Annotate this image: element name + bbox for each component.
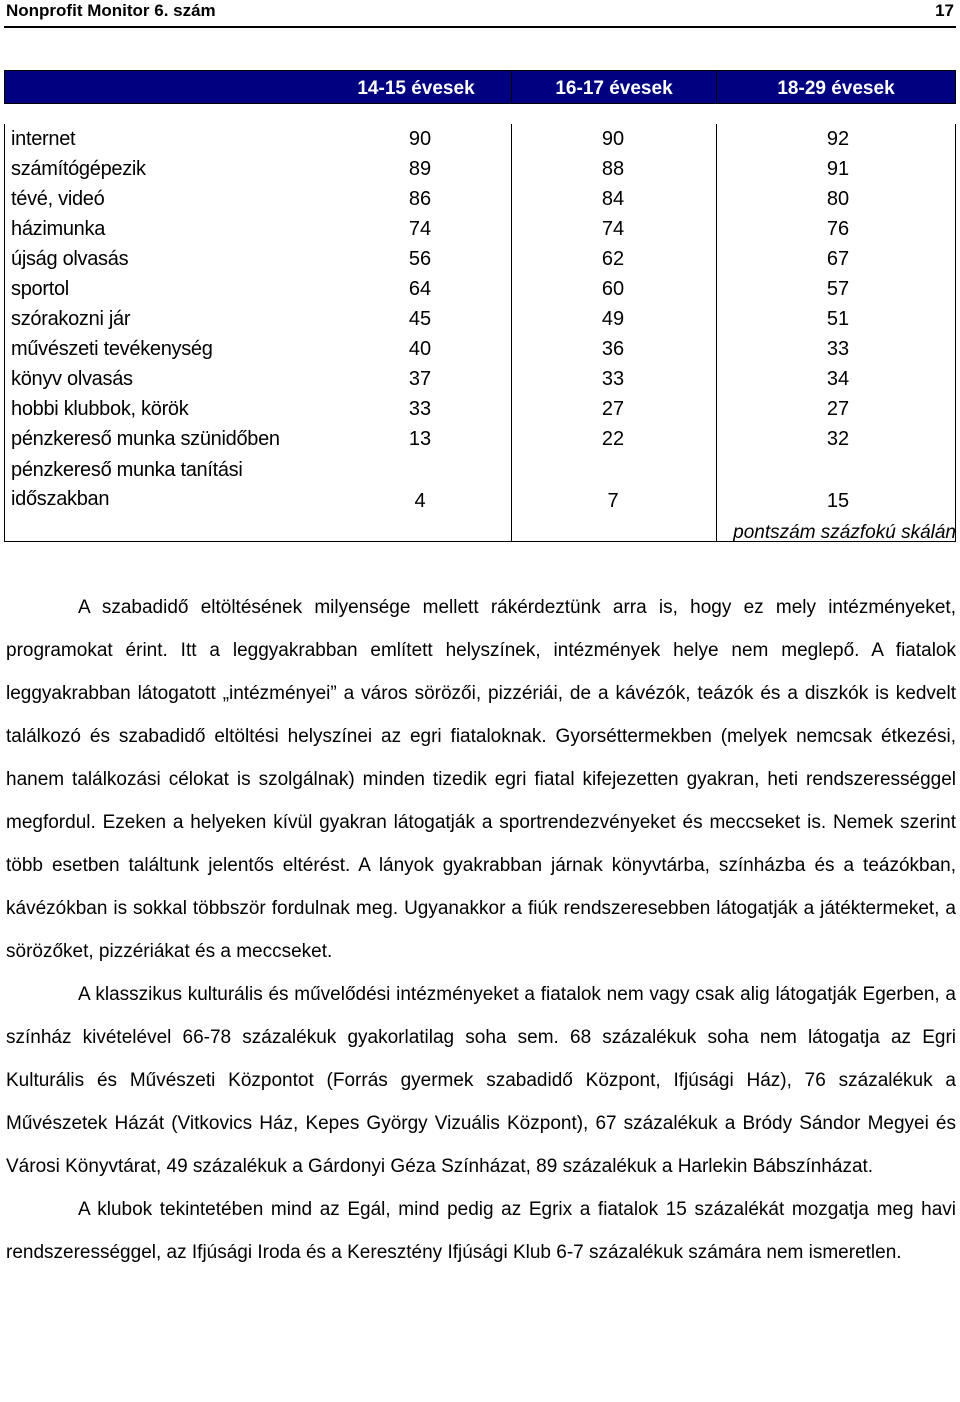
cell-value: 86 xyxy=(408,188,432,210)
table-row xyxy=(5,154,955,184)
table-row xyxy=(5,244,955,274)
row-label: házimunka xyxy=(11,218,106,240)
paragraph: A szabadidő eltöltésének milyensége mellett rákérdeztünk arra is, hogy ez mely intézményeket, programokat érint. Itt a leggyakrabban említett helyszínek, intézmények helye nem meglepő. A fiatalok leggyakrabban látogatott „intézményei” a város sörözői, pizzériái, de a kávézók, teázók és a diszkók is kedvelt találkozó és szabadidő eltöltési helyszínei az egri fiataloknak. Gyorséttermekben (melyek nemcsak étkezési, hanem találkozási célokat is szolgálnak) minden tizedik egri fiatal kifejezetten gyakran, heti rendszerességgel megfordul. Ezeken a helyeken kívül gyakran látogatják a sportrendezvényeket és meccseket is. Nemek szerint több esetben találtunk jelentős eltérést. A lányok gyakrabban járnak könyvtárba, színházba és a teázókban, kávézókban is sokkal többször fordulnak meg. Ugyanakkor a fiúk rendszeresebben látogatják a játéktermeket, a sörözőket, pizzériákat és a meccseket. xyxy=(6,597,956,962)
table-body xyxy=(4,124,956,542)
table-row xyxy=(5,304,955,334)
cell-value: 7 xyxy=(607,490,619,512)
row-label: könyv olvasás xyxy=(11,368,133,390)
row-label: újság olvasás xyxy=(11,248,129,270)
cell-value: 33 xyxy=(408,398,432,420)
cell-value: 90 xyxy=(601,128,625,150)
row-label: számítógépezik xyxy=(11,158,146,180)
column-header-18-29: 18-29 évesek xyxy=(777,78,895,99)
survey-table xyxy=(4,70,956,542)
row-label: sportol xyxy=(11,278,69,300)
table-row xyxy=(5,364,955,394)
cell-value: 74 xyxy=(601,218,625,240)
cell-value: 62 xyxy=(601,248,625,270)
cell-value: 33 xyxy=(601,368,625,390)
cell-value: 22 xyxy=(601,428,625,450)
cell-value: 34 xyxy=(826,368,850,390)
table-row xyxy=(5,274,955,304)
table-row xyxy=(5,214,955,244)
table-row xyxy=(5,124,955,154)
table-row xyxy=(5,184,955,214)
table-row xyxy=(5,334,955,364)
cell-value: 92 xyxy=(826,128,850,150)
cell-value: 74 xyxy=(408,218,432,240)
cell-value: 84 xyxy=(601,188,625,210)
cell-value: 80 xyxy=(826,188,850,210)
cell-value: 49 xyxy=(601,308,625,330)
cell-value: 57 xyxy=(826,278,850,300)
publication-title: Nonprofit Monitor 6. szám xyxy=(6,1,216,20)
table-row xyxy=(5,394,955,424)
table-row xyxy=(5,424,955,454)
cell-value: 89 xyxy=(408,158,432,180)
paragraph: A klasszikus kulturális és művelődési intézményeket a fiatalok nem vagy csak alig látogatják Egerben, a színház kivételével 66-78 százalékuk gyakorlatilag soha sem. 68 százalékuk soha nem látogatja az Egri Kulturális és Művészeti Központot (Forrás gyermek szabadidő Központ, Ifjúsági Ház), 76 százalékuk a Művészetek Házát (Vitkovics Ház, Kepes György Vizuális Központ), 67 százalékuk a Bródy Sándor Megyei és Városi Könyvtárat, 49 százalékuk a Gárdonyi Géza Színházat, 89 százalékuk a Harlekin Bábszínházat. xyxy=(6,984,956,1177)
cell-value: 36 xyxy=(601,338,625,360)
cell-value: 13 xyxy=(408,428,432,450)
table-row xyxy=(5,456,955,516)
cell-value: 32 xyxy=(826,428,850,450)
cell-value: 27 xyxy=(601,398,625,420)
cell-value: 33 xyxy=(826,338,850,360)
page-number: 17 xyxy=(935,1,954,20)
table-footnote: pontszám százfokú skálán xyxy=(733,522,956,543)
row-label: hobbi klubbok, körök xyxy=(11,398,189,420)
cell-value: 27 xyxy=(826,398,850,420)
body-text xyxy=(6,586,956,1274)
cell-value: 37 xyxy=(408,368,432,390)
cell-value: 88 xyxy=(601,158,625,180)
row-label: szórakozni jár xyxy=(11,308,131,330)
header-rule xyxy=(4,26,956,28)
cell-value: 64 xyxy=(408,278,432,300)
row-label: tévé, videó xyxy=(11,188,105,210)
cell-value: 90 xyxy=(408,128,432,150)
column-header-14-15: 14-15 évesek xyxy=(357,78,475,99)
cell-value: 45 xyxy=(408,308,432,330)
column-header-16-17: 16-17 évesek xyxy=(555,78,673,99)
paragraph: A klubok tekintetében mind az Egál, mind pedig az Egrix a fiatalok 15 százalékát mozgatja meg havi rendszerességgel, az Ifjúsági Iroda és a Keresztény Ifjúsági Klub 6-7 százalékuk számára nem ismeretlen. xyxy=(6,1199,956,1263)
row-label: internet xyxy=(11,128,76,150)
cell-value: 76 xyxy=(826,218,850,240)
cell-value: 67 xyxy=(826,248,850,270)
cell-value: 51 xyxy=(826,308,850,330)
cell-value: 15 xyxy=(826,490,850,512)
cell-value: 4 xyxy=(414,490,426,512)
cell-value: 56 xyxy=(408,248,432,270)
cell-value: 91 xyxy=(826,158,850,180)
page-header xyxy=(6,0,956,22)
row-label: pénzkereső munka szünidőben xyxy=(11,428,280,450)
cell-value: 40 xyxy=(408,338,432,360)
row-label: pénzkereső munka tanítási időszakban xyxy=(11,459,243,510)
cell-value: 60 xyxy=(601,278,625,300)
table-header-row xyxy=(4,70,956,104)
row-label: művészeti tevékenység xyxy=(11,338,213,360)
